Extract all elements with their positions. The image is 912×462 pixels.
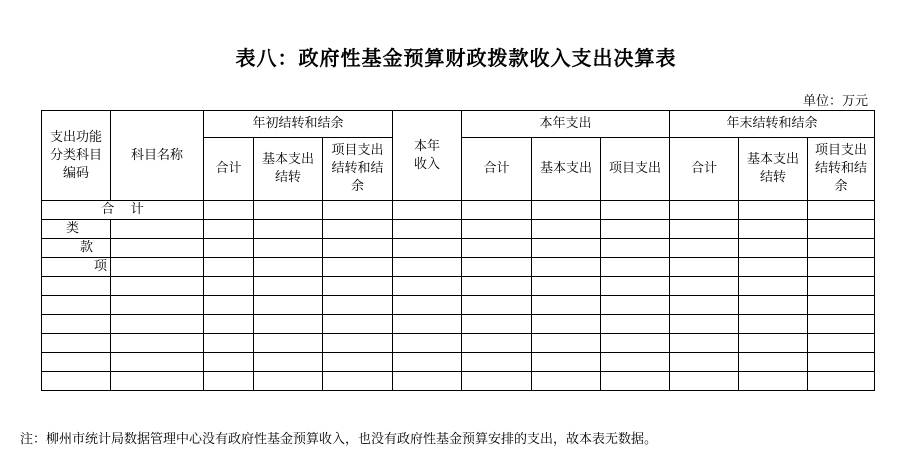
table-cell [670,372,739,391]
table-cell [462,258,532,277]
table-cell [462,277,532,296]
table-cell [111,239,204,258]
table-cell [739,372,808,391]
table-cell [670,353,739,372]
table-row [42,277,875,296]
table-cell [254,296,323,315]
table-cell [323,201,393,220]
table-cell [111,353,204,372]
table-cell [532,372,601,391]
table-cell [42,372,111,391]
table-cell [808,258,875,277]
table-cell [808,315,875,334]
table-cell [323,258,393,277]
table-row-kuan [42,239,875,258]
table-cell [462,334,532,353]
table-cell [739,201,808,220]
table-row [42,334,875,353]
table-cell [204,296,254,315]
table-cell [254,277,323,296]
budget-table [41,110,875,391]
header-begin-basic: 基本支出结转 [254,138,323,201]
table-cell [532,353,601,372]
table-cell [670,315,739,334]
table-cell [808,353,875,372]
table-cell [204,258,254,277]
table-cell [393,277,462,296]
header-func-code: 支出功能分类科目编码 [42,111,111,201]
table-cell [323,220,393,239]
table-cell [323,239,393,258]
table-cell [323,334,393,353]
table-cell [254,353,323,372]
table-cell [532,334,601,353]
table-cell [254,239,323,258]
table-cell [462,220,532,239]
table-cell [739,277,808,296]
table-cell [204,372,254,391]
table-cell [204,353,254,372]
table-cell [254,315,323,334]
table-cell [532,258,601,277]
table-cell [670,201,739,220]
table-cell [670,220,739,239]
table-cell [204,277,254,296]
table-cell [532,277,601,296]
table-cell [111,277,204,296]
header-begin-group: 年初结转和结余 [204,111,393,138]
table-cell [393,220,462,239]
table-cell [532,220,601,239]
table-cell [808,372,875,391]
header-end-basic: 基本支出结转 [739,138,808,201]
table-cell [254,220,323,239]
table-cell [601,277,670,296]
table-cell [808,239,875,258]
table-row-lei [42,220,875,239]
table-cell [670,277,739,296]
table-cell [254,334,323,353]
table-cell [462,372,532,391]
table-cell [323,353,393,372]
table-cell [393,201,462,220]
header-expense-total: 合计 [462,138,532,201]
header-expense-basic: 基本支出 [532,138,601,201]
table-cell [462,296,532,315]
lei-label: 类 [42,220,111,239]
table-cell [393,239,462,258]
table-cell [204,315,254,334]
table-cell [204,334,254,353]
table-cell [254,201,323,220]
table-cell [323,296,393,315]
header-row-1 [42,111,875,138]
table-row-total [42,201,875,220]
table-cell [111,372,204,391]
table-cell [601,258,670,277]
table-cell [532,201,601,220]
table-cell [808,201,875,220]
table-cell [739,239,808,258]
table-cell [808,296,875,315]
table-cell [111,296,204,315]
table-cell [254,372,323,391]
page-title: 表八：政府性基金预算财政拨款收入支出决算表 [235,46,677,70]
table-cell [739,353,808,372]
header-current-income: 本年收入 [393,111,462,201]
table-row-xiang [42,258,875,277]
table-row [42,315,875,334]
table-cell [254,258,323,277]
table-cell [393,296,462,315]
table-cell [42,277,111,296]
table-cell [393,372,462,391]
unit-label: 单位：万元 [802,94,868,109]
table-cell [42,296,111,315]
header-end-project: 项目支出结转和结余 [808,138,875,201]
table-cell [532,296,601,315]
table-cell [739,258,808,277]
footnote: 注：柳州市统计局数据管理中心没有政府性基金预算收入，也没有政府性基金预算安排的支出，故本表无数据。 [20,432,658,447]
table-cell [462,201,532,220]
table-cell [393,353,462,372]
header-end-total: 合计 [670,138,739,201]
table-cell [111,334,204,353]
table-cell [111,315,204,334]
table-cell [601,353,670,372]
header-begin-project: 项目支出结转和结余 [323,138,393,201]
xiang-label: 项 [42,258,111,277]
table-cell [532,315,601,334]
table-cell [204,220,254,239]
table-cell [111,220,204,239]
table-cell [670,258,739,277]
table-cell [601,220,670,239]
table-cell [42,353,111,372]
table-cell [204,239,254,258]
table-cell [462,353,532,372]
table-cell [739,315,808,334]
header-subject-name: 科目名称 [111,111,204,201]
table-cell [601,296,670,315]
kuan-label: 款 [42,239,111,258]
table-row [42,296,875,315]
table-cell [462,239,532,258]
table-cell [601,315,670,334]
table-cell [393,315,462,334]
table-row [42,353,875,372]
table-cell [808,220,875,239]
table-cell [393,258,462,277]
table-cell [739,334,808,353]
header-end-group: 年末结转和结余 [670,111,875,138]
table-cell [601,372,670,391]
table-cell [42,334,111,353]
table-cell [739,296,808,315]
table-cell [42,315,111,334]
table-cell [670,296,739,315]
table-cell [670,239,739,258]
table-cell [462,315,532,334]
header-current-expense-group: 本年支出 [462,111,670,138]
total-label: 合 计 [42,201,204,220]
table-cell [323,277,393,296]
table-cell [323,372,393,391]
table-cell [204,201,254,220]
header-begin-total: 合计 [204,138,254,201]
table-cell [111,258,204,277]
table-cell [323,315,393,334]
table-cell [739,220,808,239]
table-cell [601,239,670,258]
header-expense-project: 项目支出 [601,138,670,201]
table-cell [808,334,875,353]
table-row [42,372,875,391]
table-cell [393,334,462,353]
table-cell [601,201,670,220]
table-cell [808,277,875,296]
table-cell [532,239,601,258]
table-cell [601,334,670,353]
table-cell [670,334,739,353]
